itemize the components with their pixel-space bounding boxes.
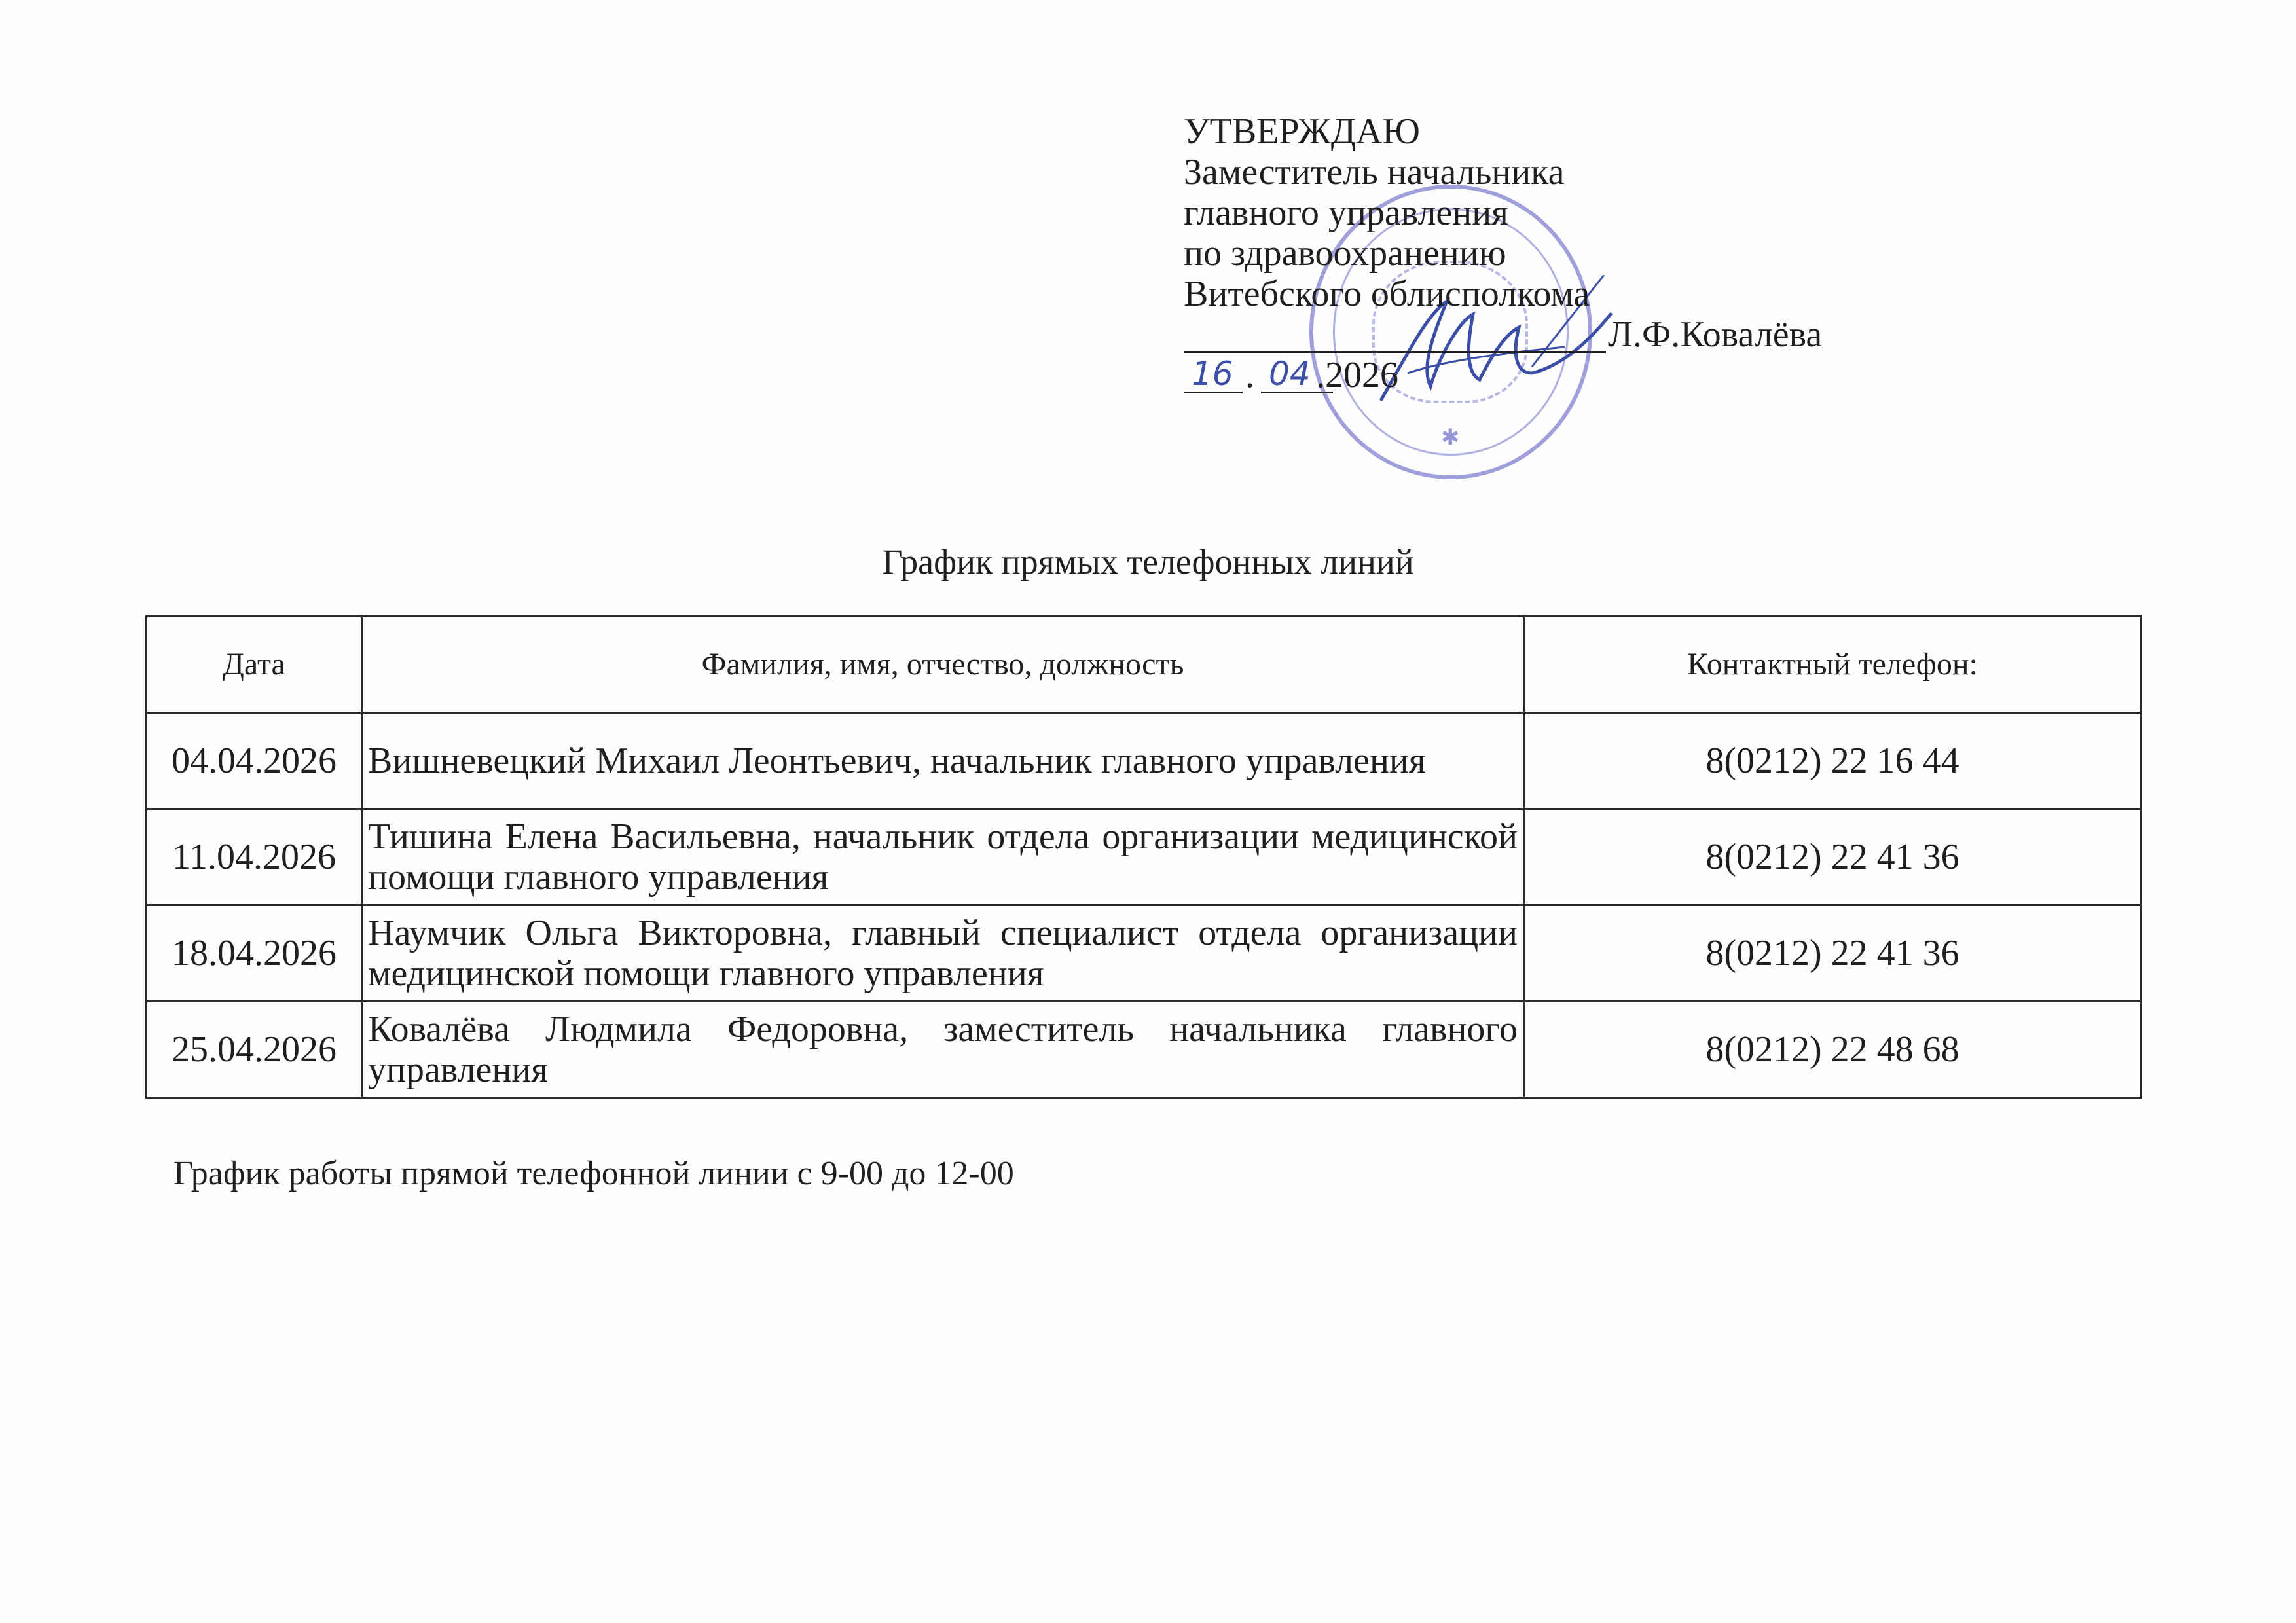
seal-star-icon: ✱ (1441, 424, 1460, 450)
cell-name: Вишневецкий Михаил Леонтьевич, начальник главного управления (362, 713, 1524, 809)
table-row (147, 905, 2141, 1002)
header-name: Фамилия, имя, отчество, должность (362, 617, 1524, 713)
cell-phone: 8(0212) 22 16 44 (1524, 713, 2141, 809)
table-header-row (147, 617, 2141, 713)
approver-position-line: по здравоохранению (1184, 233, 1506, 274)
signature-line (1184, 314, 1823, 355)
table-row (147, 713, 2141, 809)
hotline-hours-note: График работы прямой телефонной линии с 9-00 до 12-00 (173, 1155, 1014, 1192)
signer-name: Л.Ф.Ковалёва (1608, 314, 1823, 355)
handwritten-day: 16 (1192, 355, 1233, 393)
cell-date: 04.04.2026 (147, 713, 362, 809)
cell-name: Ковалёва Людмила Федоровна, заместитель начальника главного управления (362, 1002, 1524, 1098)
table-row (147, 809, 2141, 905)
cell-phone: 8(0212) 22 48 68 (1524, 1002, 2141, 1098)
cell-name: Наумчик Ольга Викторовна, главный специалист отдела организации медицинской помощи главного управления (362, 905, 1524, 1002)
date-dot: . (1245, 355, 1254, 395)
cell-date: 18.04.2026 (147, 905, 362, 1002)
header-phone: Контактный телефон: (1524, 617, 2141, 713)
approver-position-line: главного управления (1184, 192, 1508, 233)
cell-phone: 8(0212) 22 41 36 (1524, 905, 2141, 1002)
cell-date: 11.04.2026 (147, 809, 362, 905)
approver-position-line: Витебского облисполкома (1184, 274, 1590, 314)
approval-date (1184, 355, 1590, 395)
table-row (147, 1002, 2141, 1098)
approver-position-line: Заместитель начальника (1184, 152, 1565, 192)
cell-date: 25.04.2026 (147, 1002, 362, 1098)
date-year: .2026 (1316, 355, 1398, 395)
handwritten-month: 04 (1269, 355, 1311, 393)
approval-block (1184, 111, 1823, 395)
document-title: График прямых телефонных линий (882, 542, 1414, 581)
header-date: Дата (147, 617, 362, 713)
hotline-schedule-table (145, 615, 2142, 1099)
approval-heading: УТВЕРЖДАЮ (1184, 111, 1420, 152)
signature-underline (1184, 351, 1606, 353)
cell-name: Тишина Елена Васильевна, начальник отдела организации медицинской помощи главного управления (362, 809, 1524, 905)
cell-phone: 8(0212) 22 41 36 (1524, 809, 2141, 905)
